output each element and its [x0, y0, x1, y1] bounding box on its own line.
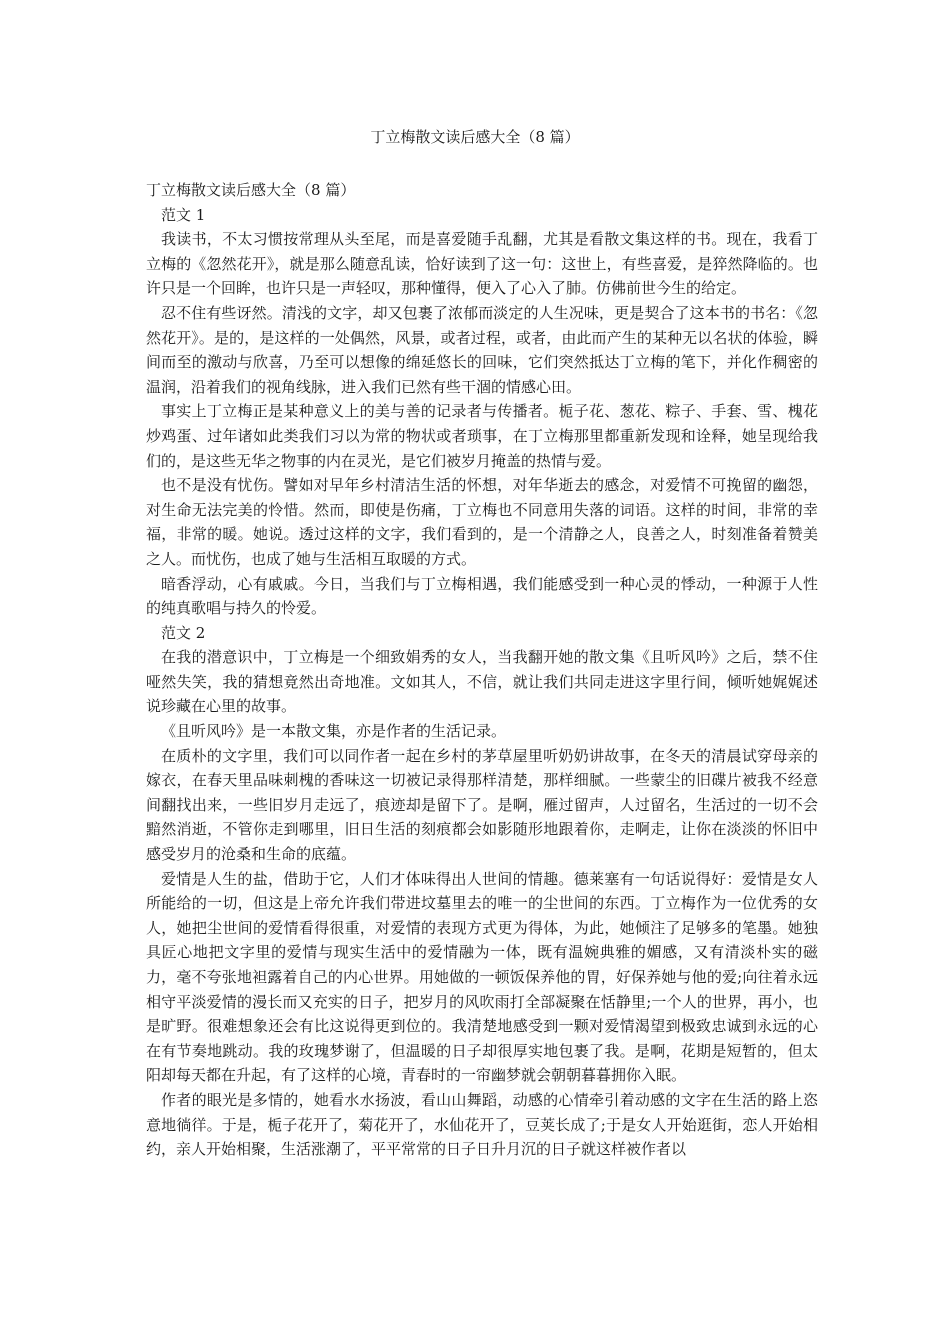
document-title: 丁立梅散文读后感大全（8 篇）	[370, 128, 580, 146]
paragraph: 事实上丁立梅正是某种意义上的美与善的记录者与传播者。栀子花、葱花、粽子、手套、雪、槐花炒鸡蛋、过年诸如此类我们习以为常的物状或者琐事，在丁立梅那里都重新发现和诠释，她呈现给我们的，是这些无华之物事的内在灵光，是它们被岁月掩盖的热情与爱。	[146, 402, 818, 470]
paragraph: 在质朴的文字里，我们可以同作者一起在乡村的茅草屋里听奶奶讲故事，在冬天的清晨试穿母亲的嫁衣，在春天里品味刺槐的香味这一切被记录得那样清楚，那样细腻。一些蒙尘的旧碟片被我不经意间翻找出来，一些旧岁月走远了，痕迹却是留下了。是啊，雁过留声，人过留名，生活过的一切不会黯然消逝，不管你走到哪里，旧日生活的刻痕都会如影随形地跟着你，走啊走，让你在淡淡的怀旧中感受岁月的沧桑和生命的底蕴。	[146, 746, 818, 864]
paragraph: 爱情是人生的盐，借助于它，人们才体味得出人世间的情趣。德莱塞有一句话说得好：爱情是女人所能给的一切，但这是上帝允许我们带进坟墓里去的唯一的尘世间的东西。丁立梅作为一位优秀的女人，她把尘世间的爱情看得很重，对爱情的表现方式更为得体，为此，她倾注了足够多的笔墨。她独具匠心地把文字里的爱情与现实生活中的爱情融为一体，既有温婉典雅的媚感，又有清淡朴实的磁力，毫不夸张地袒露着自己的内心世界。用她做的一顿饭保养他的胃，好保养她与他的爱;向往着永远相守平淡爱情的漫长而又充实的日子，把岁月的风吹雨打全部凝聚在恬静里;一个人的世界，再小，也是旷野。很难想象还会有比这说得更到位的。我清楚地感受到一颗对爱情渴望到极致忠诚到永远的心在有节奏地跳动。我的玫瑰梦谢了，但温暖的日子却很厚实地包裹了我。是啊，花期是短暂的，但太阳却每天都在升起，有了这样的心境，青春时的一帘幽梦就会朝朝暮暮拥你入眠。	[146, 869, 818, 1085]
paragraph: 《且听风吟》是一本散文集，亦是作者的生活记录。	[161, 722, 507, 741]
section-label: 范文 2	[161, 623, 206, 642]
paragraph: 也不是没有忧伤。譬如对早年乡村清洁生活的怀想，对年华逝去的感念，对爱情不可挽留的幽怨，对生命无法完美的怜惜。然而，即使是伤痛，丁立梅也不同意用失落的词语。这样的时间，非常的幸福，非常的暖。她说。透过这样的文字，我们看到的，是一个清静之人，良善之人，时刻准备着赞美之人。而忧伤，也成了她与生活相互取暖的方式。	[146, 476, 818, 568]
paragraph: 暗香浮动，心有戚戚。今日，当我们与丁立梅相遇，我们能感受到一种心灵的悸动，一种源于人性的纯真歌唱与持久的怜爱。	[146, 574, 818, 618]
paragraph: 作者的眼光是多情的，她看水水扬波，看山山舞蹈，动感的心情牵引着动感的文字在生活的路上恣意地徜徉。于是，栀子花开了，菊花开了，水仙花开了，豆荚长成了;于是女人开始逛街，恋人开始相约，亲人开始相聚，生活涨潮了，平平常常的日子日升月沉的日子就这样被作者以	[146, 1090, 818, 1159]
paragraph: 我读书，不太习惯按常理从头至尾，而是喜爱随手乱翻，尤其是看散文集这样的书。现在，我看丁立梅的《忽然花开》，就是那么随意乱读，恰好读到了这一句：这世上，有些喜爱，是猝然降临的。也许只是一个回眸，也许只是一声轻叹，那种懂得，便入了心入了肺。仿佛前世今生的给定。	[146, 230, 818, 298]
document-body	[146, 178, 818, 1162]
document-heading: 丁立梅散文读后感大全（8 篇）	[146, 181, 356, 199]
paragraph: 在我的潜意识中，丁立梅是一个细致娟秀的女人，当我翻开她的散文集《且听风吟》之后，禁不住哑然失笑，我的猜想竟然出奇地准。文如其人，不信，就让我们共同走进这字里行间，倾听她娓娓述说珍藏在心里的故事。	[146, 648, 818, 716]
paragraph: 忍不住有些讶然。清浅的文字，却又包裹了浓郁而淡定的人生况味，更是契合了这本书的书名：《忽然花开》。是的，是这样的一处偶然，风景，或者过程，或者，由此而产生的某种无以名状的体验，瞬间而至的激动与欣喜，乃至可以想像的绵延悠长的回味，它们突然抵达丁立梅的笔下，并化作稠密的温润，沿着我们的视角线脉，进入我们已然有些干涸的情感心田。	[146, 303, 818, 396]
section-label: 范文 1	[161, 205, 206, 224]
